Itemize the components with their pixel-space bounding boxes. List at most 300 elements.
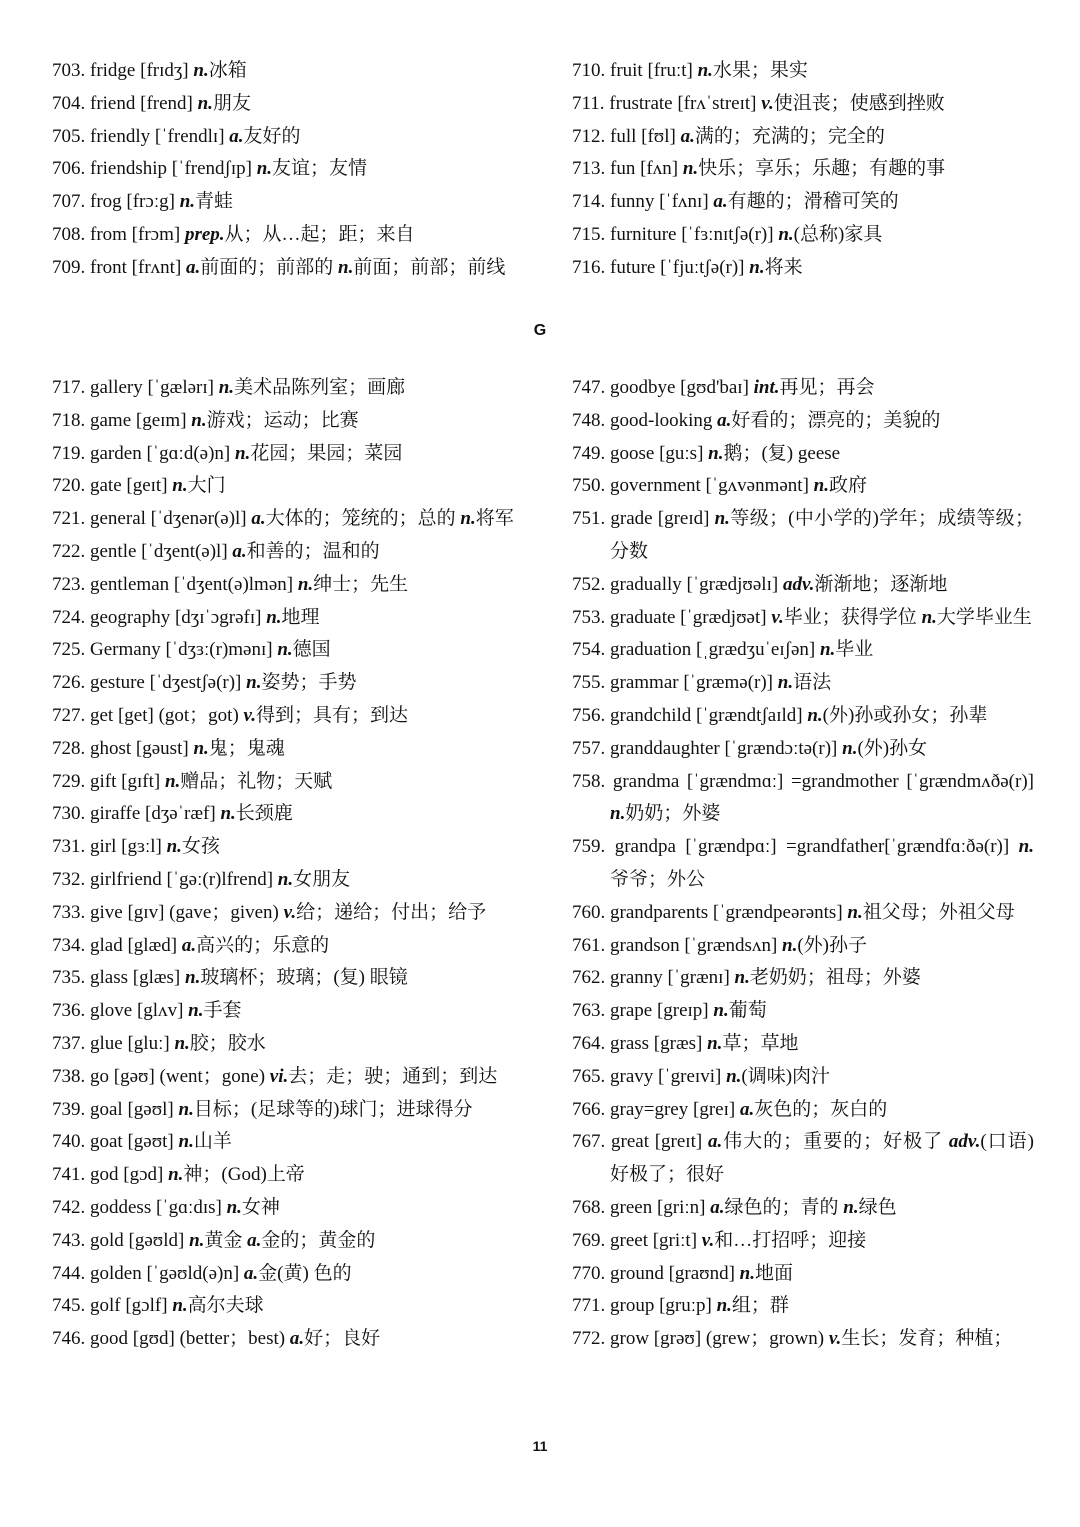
entry-number: 758. <box>572 770 606 792</box>
entry-number: 728. <box>52 737 86 759</box>
entry-number: 726. <box>52 672 86 694</box>
definition: (外)孙女 <box>857 737 928 759</box>
part-of-speech: a. <box>713 191 728 213</box>
entry-headword: gray=grey [greɪ] <box>605 1098 740 1120</box>
entry-headword: full [fʊl] <box>605 125 681 147</box>
entry-headword: ghost [gəust] <box>85 737 194 759</box>
entry-number: 760. <box>572 901 606 923</box>
entry-number: 727. <box>52 704 86 726</box>
column-g-left <box>52 372 514 1356</box>
entry-number: 746. <box>52 1328 86 1350</box>
entry-number: 722. <box>52 540 86 562</box>
part-of-speech: n. <box>277 868 294 890</box>
entry-headword: future [ˈfjuːtʃə(r)] <box>605 256 750 278</box>
part-of-speech: v. <box>828 1328 842 1350</box>
vocab-entry <box>52 962 514 995</box>
definition: (口语)好极了；很好 <box>610 1131 1034 1186</box>
entry-headword: great [greɪt] <box>605 1131 708 1153</box>
definition: 伟大的；重要的；好极了 <box>722 1131 949 1153</box>
vocab-entry <box>52 831 514 864</box>
definition: 使沮丧；使感到挫败 <box>773 92 945 114</box>
entry-headword: fridge [frɪdʒ] <box>85 60 194 81</box>
entry-number: 731. <box>52 836 86 858</box>
column-top-left <box>52 55 514 285</box>
part-of-speech: n. <box>778 223 794 245</box>
entry-number: 737. <box>52 1032 86 1054</box>
definition: 山羊 <box>193 1131 232 1153</box>
entry-number: 721. <box>52 508 86 530</box>
entry-headword: fruit [fruːt] <box>605 60 698 81</box>
vocab-entry <box>52 864 514 897</box>
entry-headword: gallery [ˈgælərɪ] <box>85 377 219 398</box>
part-of-speech: a. <box>243 1262 259 1284</box>
entry-headword: grammar [ˈgræmə(r)] <box>605 672 778 694</box>
definition: 从；从…起；距；来自 <box>224 223 415 245</box>
part-of-speech: a. <box>229 125 244 147</box>
entry-headword: goddess [ˈgɑːdɪs] <box>85 1196 227 1218</box>
entry-number: 714. <box>572 191 606 213</box>
definition: 鹅；(复) geese <box>723 442 841 464</box>
definition: 奶奶；外婆 <box>625 803 721 825</box>
entry-headword: graduate [ˈgrædjʊət] <box>605 606 772 628</box>
part-of-speech: n. <box>847 901 863 923</box>
definition: 手套 <box>203 1000 242 1022</box>
definition: 美术品陈列室；画廊 <box>234 377 406 398</box>
part-of-speech: n. <box>266 606 282 628</box>
part-of-speech: n. <box>842 737 858 759</box>
definition: 女孩 <box>181 836 220 858</box>
entry-headword: grandpa [ˈgrændpɑː] =grandfather[ˈgrændfɑːðə(r)] <box>605 836 1019 858</box>
part-of-speech: n. <box>174 1032 190 1054</box>
entry-headword: goal [gəʊl] <box>85 1098 179 1120</box>
part-of-speech: n. <box>226 1196 242 1218</box>
vocab-entry <box>52 88 514 121</box>
definition: 赠品；礼物；天赋 <box>180 770 333 792</box>
entry-number: 771. <box>572 1295 606 1317</box>
entry-number: 741. <box>52 1164 86 1186</box>
entry-headword: give [gɪv] (gave；given) <box>85 901 284 923</box>
definition: (调味)肉汁 <box>741 1065 831 1087</box>
part-of-speech: n. <box>185 967 201 989</box>
entry-number: 706. <box>52 158 86 180</box>
entry-headword: funny [ˈfʌnɪ] <box>605 191 714 213</box>
part-of-speech: n. <box>713 1000 729 1022</box>
vocab-entry <box>52 569 514 602</box>
definition: 水果；果实 <box>712 60 808 81</box>
vocab-entry <box>572 897 1034 930</box>
entry-number: 762. <box>572 967 606 989</box>
part-of-speech: n. <box>921 606 937 628</box>
vocab-entry <box>572 1061 1034 1094</box>
entry-number: 756. <box>572 704 606 726</box>
entry-number: 742. <box>52 1196 86 1218</box>
entry-number: 754. <box>572 639 606 661</box>
entry-number: 730. <box>52 803 86 825</box>
entry-headword: good-looking <box>605 409 718 431</box>
entry-number: 733. <box>52 901 86 923</box>
definition: 前面的；前部的 <box>200 256 339 278</box>
definition: 葡萄 <box>728 1000 767 1022</box>
entry-headword: glass [glæs] <box>85 967 185 989</box>
vocab-entry <box>52 372 514 405</box>
vocab-entry <box>52 219 514 252</box>
column-g-right <box>572 372 1034 1356</box>
part-of-speech: n. <box>172 475 188 497</box>
entry-headword: granny [ˈgrænɪ] <box>605 967 735 989</box>
part-of-speech: n. <box>191 409 207 431</box>
vocab-entry <box>572 1323 1034 1356</box>
entry-headword: golden [ˈgəʊld(ə)n] <box>85 1262 244 1284</box>
entry-headword: friendly [ˈfrendlɪ] <box>85 125 230 147</box>
vocab-entry <box>52 186 514 219</box>
part-of-speech: a. <box>247 1229 262 1251</box>
definition: 老奶奶；祖母；外婆 <box>749 967 921 989</box>
entry-number: 736. <box>52 1000 86 1022</box>
vocab-entry <box>52 405 514 438</box>
entry-number: 745. <box>52 1295 86 1317</box>
definition: 友好的 <box>243 125 301 147</box>
vocab-entry <box>52 438 514 471</box>
vocab-entry <box>572 995 1034 1028</box>
entry-number: 750. <box>572 475 606 497</box>
entry-number: 732. <box>52 868 86 890</box>
part-of-speech: n. <box>843 1196 859 1218</box>
definition: 冰箱 <box>208 60 247 81</box>
vocab-entry <box>572 831 1034 897</box>
definition: 女神 <box>241 1196 280 1218</box>
vocab-entry <box>572 438 1034 471</box>
entry-number: 725. <box>52 639 86 661</box>
part-of-speech: a. <box>186 256 201 278</box>
entry-headword: granddaughter [ˈgrændɔːtə(r)] <box>605 737 843 759</box>
section-heading: G <box>533 322 547 339</box>
vocab-entry <box>52 602 514 635</box>
entry-number: 764. <box>572 1032 606 1054</box>
entry-number: 709. <box>52 256 86 278</box>
vocab-entry <box>52 634 514 667</box>
definition: 生长；发育；种植； <box>841 1328 1013 1350</box>
part-of-speech: n. <box>819 639 836 661</box>
definition: 组；群 <box>731 1295 789 1317</box>
part-of-speech: n. <box>193 737 209 759</box>
part-of-speech: n. <box>164 770 181 792</box>
definition: 毕业；获得学位 <box>783 606 922 628</box>
vocab-entry <box>52 55 514 88</box>
entry-number: 772. <box>572 1328 606 1350</box>
part-of-speech: prep. <box>184 223 225 245</box>
vocab-entry <box>52 1225 514 1258</box>
entry-headword: go [gəʊ] (went；gone) <box>85 1065 270 1087</box>
definition: 绿色的；青的 <box>724 1196 844 1218</box>
definition: 玻璃杯；玻璃；(复) 眼镜 <box>200 967 408 989</box>
definition: 高尔夫球 <box>187 1295 264 1317</box>
entry-number: 740. <box>52 1131 86 1153</box>
part-of-speech: n. <box>256 158 273 180</box>
part-of-speech: n. <box>697 60 713 81</box>
entry-headword: girl [gɜːl] <box>85 836 167 858</box>
entry-number: 707. <box>52 191 86 213</box>
entry-headword: general [ˈdʒenər(ə)l] <box>85 508 252 530</box>
entry-headword: golf [gɔlf] <box>85 1295 173 1317</box>
vocab-entry <box>52 1290 514 1323</box>
vocab-entry <box>572 252 1034 285</box>
definition: 青蛙 <box>195 191 234 213</box>
entry-headword: Germany [ˈdʒɜː(r)mənɪ] <box>85 639 278 661</box>
vocab-entry <box>52 1028 514 1061</box>
part-of-speech: n. <box>172 1295 188 1317</box>
part-of-speech: n. <box>193 60 209 81</box>
definition: 去；走；驶；通到；到达 <box>288 1065 498 1087</box>
definition: (总称)家具 <box>793 223 883 245</box>
vocab-entry <box>52 153 514 186</box>
vocab-entry <box>52 121 514 154</box>
entry-number: 753. <box>572 606 606 628</box>
entry-headword: goat [gəʊt] <box>85 1131 179 1153</box>
vocab-entry <box>52 536 514 569</box>
definition: 女朋友 <box>293 868 351 890</box>
part-of-speech: n. <box>178 1131 194 1153</box>
definition: 得到；具有；到达 <box>256 704 409 726</box>
vocab-entry <box>52 503 514 536</box>
entry-number: 715. <box>572 223 606 245</box>
entry-headword: front [frʌnt] <box>85 256 187 278</box>
vocab-entry <box>572 219 1034 252</box>
definition: 前面；前部；前线 <box>353 256 506 278</box>
entry-headword: god [gɔd] <box>85 1164 169 1186</box>
entry-number: 735. <box>52 967 86 989</box>
vocab-entry <box>52 1159 514 1192</box>
entry-number: 752. <box>572 573 606 595</box>
definition: 渐渐地；逐渐地 <box>814 573 948 595</box>
part-of-speech: a. <box>232 540 247 562</box>
part-of-speech: n. <box>807 704 823 726</box>
part-of-speech: a. <box>717 409 732 431</box>
entry-number: 711. <box>572 92 605 114</box>
entry-headword: grandparents [ˈgrændpeərənts] <box>605 901 848 923</box>
part-of-speech: n. <box>682 158 699 180</box>
vocab-entry <box>52 897 514 930</box>
entry-headword: green [griːn] <box>605 1196 711 1218</box>
part-of-speech: n. <box>777 672 794 694</box>
vocab-entry <box>52 930 514 963</box>
definition: (外)孙或孙女；孙辈 <box>822 704 988 726</box>
vocab-entry <box>572 569 1034 602</box>
definition: 金(黄) 色的 <box>258 1262 352 1284</box>
page-number: 11 <box>532 1438 548 1454</box>
definition: 祖父母；外祖父母 <box>862 901 1015 923</box>
part-of-speech: n. <box>220 803 236 825</box>
vocab-entry <box>572 766 1034 832</box>
part-of-speech: n. <box>178 1098 194 1120</box>
entry-headword: grandma [ˈgrændmɑː] =grandmother [ˈgrændmʌðə(r)] <box>605 770 1034 792</box>
entry-headword: gold [gəʊld] <box>85 1229 190 1251</box>
entry-headword: gradually [ˈgrædjʊəlɪ] <box>605 573 783 595</box>
part-of-speech: n. <box>726 1065 742 1087</box>
part-of-speech: v. <box>701 1229 715 1251</box>
definition: 爷爷；外公 <box>610 868 706 890</box>
entry-headword: glove [glʌv] <box>85 1000 189 1022</box>
definition: 再见；再会 <box>779 377 875 398</box>
part-of-speech: n. <box>716 1295 732 1317</box>
vocab-entry <box>572 634 1034 667</box>
vocab-entry <box>572 405 1034 438</box>
definition: (外)孙子 <box>797 934 868 956</box>
entry-number: 768. <box>572 1196 606 1218</box>
entry-headword: furniture [ˈfɜːnɪtʃə(r)] <box>605 223 779 245</box>
part-of-speech: n. <box>168 1164 184 1186</box>
part-of-speech: v. <box>761 92 774 114</box>
definition: 将来 <box>764 256 803 278</box>
part-of-speech: n. <box>782 934 798 956</box>
entry-number: 770. <box>572 1262 606 1284</box>
definition: 绅士；先生 <box>313 573 409 595</box>
entry-number: 729. <box>52 770 86 792</box>
part-of-speech: n. <box>218 377 235 398</box>
entry-headword: geography [dʒɪˈɔgrəfɪ] <box>85 606 267 628</box>
entry-headword: get [get] (got；got) <box>85 704 244 726</box>
part-of-speech: a. <box>707 1131 723 1153</box>
entry-number: 769. <box>572 1229 606 1251</box>
part-of-speech: n. <box>246 672 262 694</box>
part-of-speech: vi. <box>269 1065 289 1087</box>
entry-headword: friendship [ˈfrendʃɪp] <box>85 158 257 180</box>
vocab-entry <box>52 995 514 1028</box>
vocab-entry <box>52 1192 514 1225</box>
entry-headword: from [frɔm] <box>85 223 185 245</box>
vocab-entry <box>572 88 1034 121</box>
vocab-entry <box>572 733 1034 766</box>
entry-number: 718. <box>52 409 86 431</box>
vocab-entry <box>572 1225 1034 1258</box>
vocab-entry <box>572 470 1034 503</box>
definition: 游戏；运动；比赛 <box>206 409 359 431</box>
definition: 鬼；鬼魂 <box>208 737 285 759</box>
vocab-entry <box>572 1192 1034 1225</box>
entry-number: 705. <box>52 125 86 147</box>
vocab-entry <box>572 186 1034 219</box>
entry-number: 713. <box>572 158 606 180</box>
part-of-speech: n. <box>739 1262 755 1284</box>
definition: 政府 <box>828 475 867 497</box>
entry-headword: goose [guːs] <box>605 442 709 464</box>
vocab-entry <box>572 962 1034 995</box>
entry-number: 716. <box>572 256 606 278</box>
vocab-entry <box>572 930 1034 963</box>
entry-headword: fun [fʌn] <box>605 158 683 180</box>
entry-headword: ground [graʊnd] <box>605 1262 740 1284</box>
definition: 金的；黄金的 <box>261 1229 376 1251</box>
vocab-entry <box>572 1028 1034 1061</box>
part-of-speech: n. <box>708 442 724 464</box>
vocab-entry <box>52 470 514 503</box>
entry-number: 724. <box>52 606 86 628</box>
definition: 神；(God)上帝 <box>183 1164 305 1186</box>
vocab-entry <box>572 372 1034 405</box>
entry-number: 734. <box>52 934 86 956</box>
entry-number: 748. <box>572 409 606 431</box>
vocab-entry <box>572 602 1034 635</box>
vocab-entry <box>572 667 1034 700</box>
part-of-speech: n. <box>189 1229 205 1251</box>
definition: 目标；(足球等的)球门；进球得分 <box>193 1098 473 1120</box>
definition: 毕业 <box>835 639 874 661</box>
entry-headword: goodbye [gʊd'baɪ] <box>605 377 754 398</box>
entry-number: 712. <box>572 125 606 147</box>
definition: 绿色 <box>858 1196 897 1218</box>
column-top-right <box>572 55 1034 285</box>
definition: 灰色的；灰白的 <box>754 1098 888 1120</box>
part-of-speech: n. <box>749 256 765 278</box>
entry-number: 766. <box>572 1098 606 1120</box>
part-of-speech: v. <box>771 606 784 628</box>
entry-headword: gift [gɪft] <box>85 770 165 792</box>
entry-headword: grape [greɪp] <box>605 1000 714 1022</box>
part-of-speech: a. <box>289 1328 305 1350</box>
definition: 将军 <box>475 508 514 530</box>
vocab-entry <box>52 798 514 831</box>
entry-number: 720. <box>52 475 86 497</box>
vocab-entry <box>52 733 514 766</box>
vocab-entry <box>572 121 1034 154</box>
vocab-entry <box>52 1323 514 1356</box>
entry-headword: group [gruːp] <box>605 1295 717 1317</box>
part-of-speech: a. <box>680 125 695 147</box>
part-of-speech: n. <box>297 573 314 595</box>
definition: 花园；果园；菜园 <box>250 442 403 464</box>
definition: 语法 <box>793 672 832 694</box>
vocab-entry <box>572 1094 1034 1127</box>
part-of-speech: n. <box>610 803 626 825</box>
entry-headword: giraffe [dʒəˈræf] <box>85 803 221 825</box>
definition: 好看的；漂亮的；美貌的 <box>731 409 941 431</box>
vocab-entry <box>52 1094 514 1127</box>
entry-headword: glad [glæd] <box>85 934 182 956</box>
entry-number: 755. <box>572 672 606 694</box>
entry-headword: grass [græs] <box>605 1032 708 1054</box>
part-of-speech: a. <box>739 1098 755 1120</box>
part-of-speech: adv. <box>948 1131 981 1153</box>
definition: 朋友 <box>212 92 251 114</box>
entry-number: 717. <box>52 377 86 398</box>
definition: 给；递给；付出；给予 <box>296 901 487 923</box>
entry-number: 723. <box>52 573 86 595</box>
entry-headword: grandchild [ˈgrændtʃaɪld] <box>605 704 808 726</box>
entry-headword: glue [gluː] <box>85 1032 175 1054</box>
entry-headword: gate [geɪt] <box>85 475 173 497</box>
vocab-entry <box>572 1126 1034 1192</box>
entry-number: 743. <box>52 1229 86 1251</box>
definition: 德国 <box>292 639 331 661</box>
entry-headword: graduation [ˌgrædʒuˈeɪʃən] <box>605 639 820 661</box>
entry-headword: gesture [ˈdʒestʃə(r)] <box>85 672 247 694</box>
entry-headword: friend [frend] <box>85 92 198 114</box>
vocab-entry <box>52 252 514 285</box>
part-of-speech: int. <box>753 377 780 398</box>
vocab-entry <box>572 700 1034 733</box>
definition: 等级；(中小学的)学年；成绩等级；分数 <box>610 508 1034 562</box>
entry-number: 719. <box>52 442 86 464</box>
definition: 友谊；友情 <box>272 158 368 180</box>
part-of-speech: adv. <box>782 573 815 595</box>
definition: 黄金 <box>204 1229 248 1251</box>
entry-number: 703. <box>52 60 86 81</box>
entry-number: 761. <box>572 934 606 956</box>
entry-number: 738. <box>52 1065 86 1087</box>
entry-headword: government [ˈgʌvənmənt] <box>605 475 814 497</box>
part-of-speech: a. <box>181 934 197 956</box>
vocab-entry <box>52 667 514 700</box>
entry-headword: grade [greɪd] <box>605 508 715 530</box>
